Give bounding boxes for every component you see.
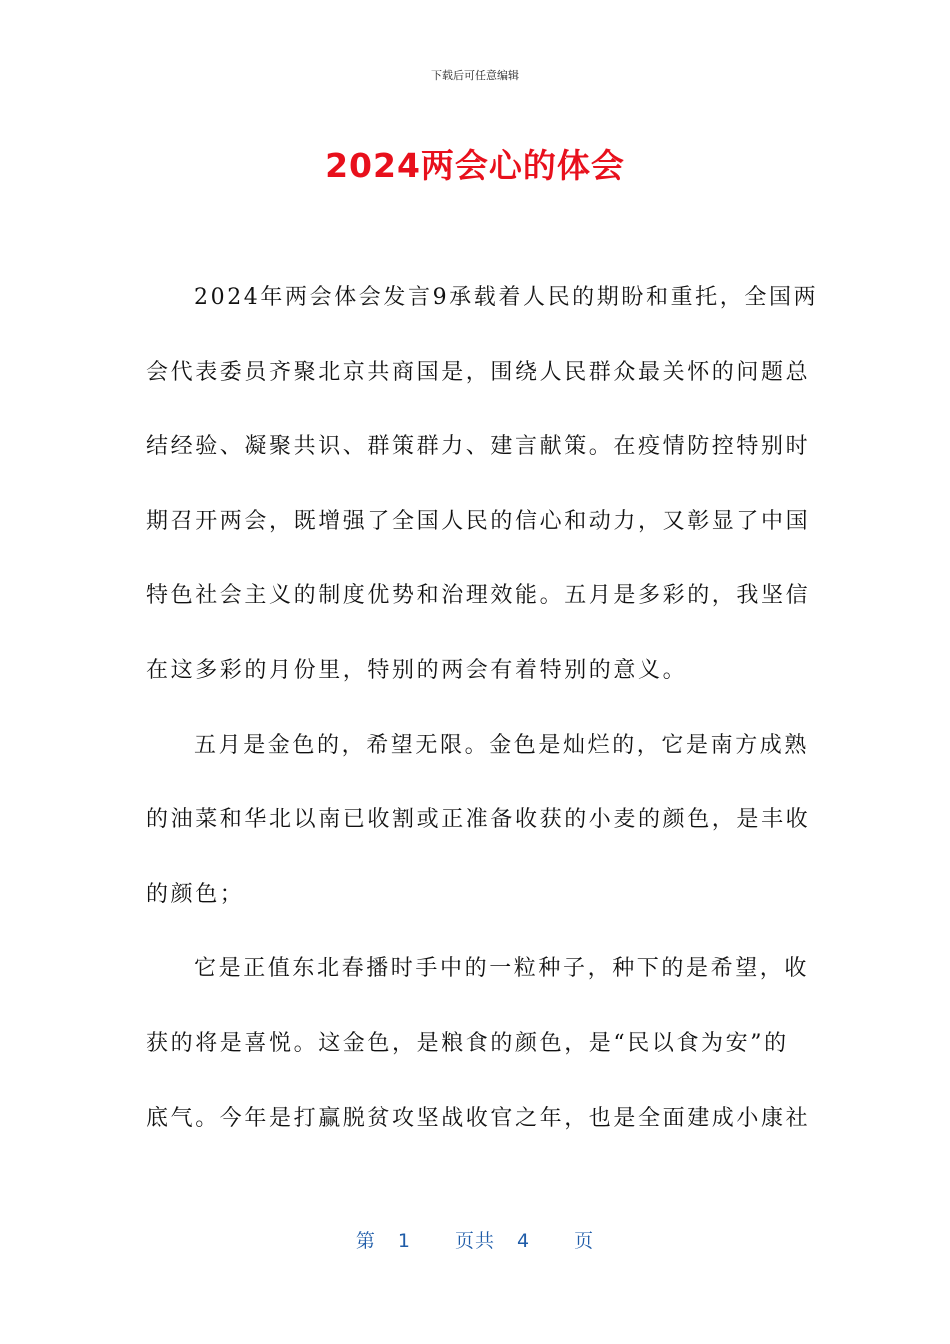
body-line: 五月是金色的，希望无限。金色是灿烂的，它是南方成熟	[194, 732, 810, 758]
footer-prefix: 第	[355, 1230, 376, 1252]
body-line: 会代表委员齐聚北京共商国是，围绕人民群众最关怀的问题总	[146, 359, 811, 385]
page-footer	[0, 1226, 950, 1253]
body-line: 的油菜和华北以南已收割或正准备收获的小麦的颜色，是丰收	[146, 807, 811, 833]
body-line: 期召开两会，既增强了全国人民的信心和动力，又彰显了中国	[146, 508, 811, 534]
body-line: 获的将是喜悦。这金色，是粮食的颜色，是“民以食为安”的	[146, 1030, 789, 1056]
body-line: 底气。今年是打赢脱贫攻坚战收官之年，也是全面建成小康社	[146, 1105, 811, 1131]
document-body	[146, 268, 819, 1163]
body-line: 特色社会主义的制度优势和治理效能。五月是多彩的，我坚信	[146, 583, 811, 609]
body-line: 在这多彩的月份里，特别的两会有着特别的意义。	[146, 657, 688, 683]
footer-middle: 页共	[454, 1230, 495, 1252]
body-line: 它是正值东北春播时手中的一粒种子，种下的是希望，收	[194, 956, 810, 982]
page-header-note: 下载后可任意编辑	[431, 69, 519, 82]
footer-page-number: 1	[397, 1230, 411, 1252]
body-line: 的颜色；	[146, 881, 245, 907]
body-line: 2024年两会体会发言9承载着人民的期盼和重托，全国两	[194, 285, 819, 310]
footer-suffix: 页	[574, 1230, 595, 1252]
document-title: 2024两会心的体会	[325, 146, 625, 185]
footer-total-pages: 4	[517, 1230, 531, 1252]
body-line: 结经验、凝聚共识、群策群力、建言献策。在疫情防控特别时	[146, 434, 811, 460]
